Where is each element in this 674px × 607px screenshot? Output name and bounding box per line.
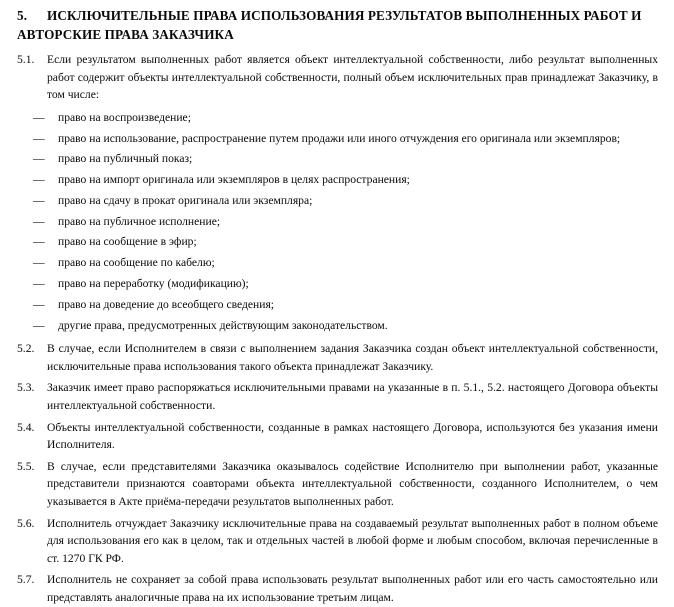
list-item-label: право на сдачу в прокат оригинала или экземпляра;: [58, 193, 313, 207]
clause-number: 5.5.: [17, 459, 35, 473]
clause-number: 5.2.: [17, 342, 35, 356]
section-heading: [17, 6, 658, 44]
clause-text: Объекты интеллектуальной собственности, созданные в рамках настоящего Договора, используются без указания имени Исполнителя.: [47, 420, 658, 452]
clause-5-2: [17, 340, 658, 375]
clause-text: Исполнитель не сохраняет за собой права использовать результат выполненных работ или его часть самостоятельно или представлять аналогичные права на их использование третьим лицам.: [47, 573, 658, 604]
clause-5-1: [17, 51, 658, 104]
list-item: [17, 150, 658, 168]
section-number: 5.: [17, 8, 28, 23]
em-dash-bullet-icon: —: [33, 131, 45, 145]
list-item-label: право на доведение до всеобщего сведения;: [58, 297, 274, 311]
list-item: [17, 233, 658, 251]
list-item: [17, 109, 658, 127]
em-dash-bullet-icon: —: [33, 235, 45, 249]
list-item-label: другие права, предусмотренных действующим законодательством.: [58, 318, 388, 332]
list-item-label: право на публичное исполнение;: [58, 214, 221, 228]
clause-text: В случае, если Исполнителем в связи с выполнением задания Заказчика создан объект интеллектуальной собственности, исключительные права использования такого объекта принадлежат Заказчику.: [47, 342, 658, 373]
clause-5-6: [17, 515, 658, 568]
list-item-label: право на импорт оригинала или экземпляров в целях распространения;: [58, 173, 410, 187]
clause-5-7: [17, 571, 658, 606]
em-dash-bullet-icon: —: [33, 318, 45, 332]
list-item-label: право на публичный показ;: [58, 152, 193, 166]
clause-number: 5.1.: [17, 53, 35, 66]
clause-5-3: [17, 379, 658, 414]
em-dash-bullet-icon: —: [33, 193, 45, 207]
em-dash-bullet-icon: —: [33, 110, 45, 124]
clause-number: 5.3.: [17, 381, 35, 395]
em-dash-bullet-icon: —: [33, 214, 45, 228]
clause-number: 5.7.: [17, 573, 35, 587]
clause-number: 5.4.: [17, 420, 35, 434]
list-item-label: право на переработку (модификацию);: [58, 277, 249, 291]
list-item: [17, 317, 658, 335]
list-item-label: право на сообщение в эфир;: [58, 235, 197, 249]
list-item-label: право на сообщение по кабелю;: [58, 256, 215, 270]
rights-list: [17, 109, 658, 334]
em-dash-bullet-icon: —: [33, 173, 45, 187]
clause-text: Заказчик имеет право распоряжаться исключительными правами на указанные в п. 5.1., 5.2. настоящего Договора объекты интеллектуальной собственности.: [47, 381, 658, 412]
list-item: [17, 192, 658, 210]
list-item: [17, 275, 658, 293]
section-title: ИСКЛЮЧИТЕЛЬНЫЕ ПРАВА ИСПОЛЬЗОВАНИЯ РЕЗУЛЬТАТОВ ВЫПОЛНЕННЫХ РАБОТ И АВТОРСКИЕ ПРАВА ЗАКАЗЧИКА: [17, 8, 642, 42]
list-item: [17, 213, 658, 231]
list-item: [17, 171, 658, 189]
clause-text: Исполнитель отчуждает Заказчику исключительные права на создаваемый результат выполненных работ в полном объеме для использования его как в целом, так и отдельных частей в любой форме и любым способом, включая перечисленные в ст. 1270 ГК РФ.: [47, 516, 658, 565]
em-dash-bullet-icon: —: [33, 256, 45, 270]
em-dash-bullet-icon: —: [33, 152, 45, 166]
list-item: [17, 254, 658, 272]
list-item: [17, 296, 658, 314]
list-item: [17, 130, 658, 148]
clause-5-4: [17, 419, 658, 454]
em-dash-bullet-icon: —: [33, 297, 45, 311]
em-dash-bullet-icon: —: [33, 277, 45, 291]
clause-text: В случае, если представителями Заказчика оказывалось содействие Исполнителю при выполнении работ, указанные представители признаются соавторами объекта интеллектуальной собственности, созданного Исполнителем, о чем указывается в Акте приёма-передачи результатов выполненных работ.: [47, 459, 658, 508]
clause-text: Если результатом выполненных работ является объект интеллектуальной собственности, либо результат выполненных работ содержит объекты интеллектуальной собственности, полный объем исключительных прав принадлежат Заказчику, в том числе:: [47, 53, 658, 102]
clause-number: 5.6.: [17, 516, 35, 530]
clause-5-5: [17, 458, 658, 511]
list-item-label: право на воспроизведение;: [58, 110, 191, 124]
list-item-label: право на использование, распространение путем продажи или иного отчуждения его оригинала или экземпляров;: [58, 131, 621, 145]
